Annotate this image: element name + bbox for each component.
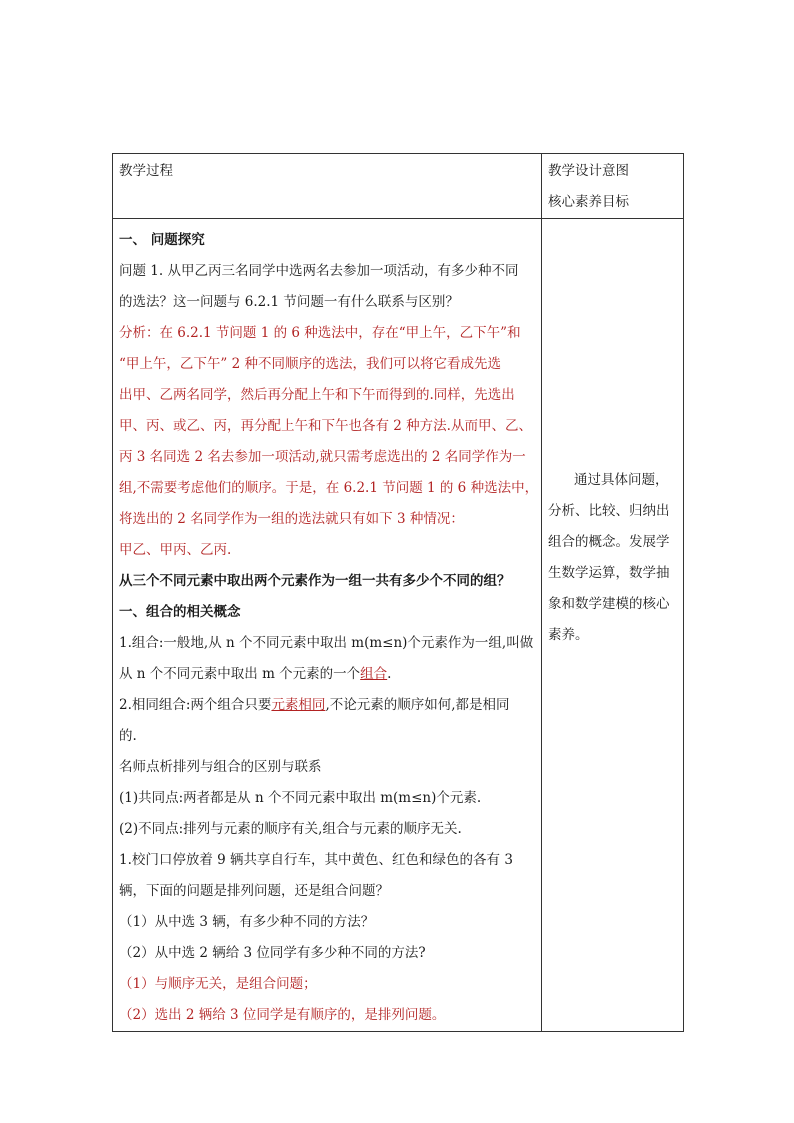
analysis-line-2: “甲上午，乙下午” 2 种不同顺序的选法，我们可以将它看成先选 xyxy=(119,356,501,372)
definition-2-rest: ,不论元素的顺序如何,都是相同 xyxy=(325,697,510,713)
example-1-line-2: 辆，下面的问题是排列问题，还是组合问题？ xyxy=(119,883,389,899)
example-1-line-1: 1.校门口停放着 9 辆共享自行车，其中黄色、红色和绿色的各有 3 xyxy=(119,852,513,868)
key-question: 从三个不同元素中取出两个元素作为一组一共有多少个不同的组？ xyxy=(119,573,511,589)
definition-1-text: 从 n 个不同元素中取出 m 个元素的一个 xyxy=(119,666,361,682)
definition-2-line-1 xyxy=(119,690,535,721)
analysis-line-1: 分析：在 6.2.1 节问题 1 的 6 种选法中，存在“甲上午，乙下午”和 xyxy=(119,325,521,341)
design-intent-text: 通过具体问题，分析、比较、归纳出组合的概念。发展学生数学运算，数学抽象和数学建模的核心素养。 xyxy=(548,472,670,643)
intent-cell xyxy=(542,219,684,1032)
header-right-label-2: 核心素养目标 xyxy=(548,194,629,210)
definition-2-term: 元素相同 xyxy=(271,697,326,713)
definition-1-line-2 xyxy=(119,659,535,690)
header-left-cell xyxy=(113,154,542,219)
content-row xyxy=(113,219,684,1032)
analysis-line-3: 出甲、乙两名同学，然后再分配上午和下午而得到的.同样，先选出 xyxy=(119,387,515,403)
definition-1-term: 组合 xyxy=(360,666,388,682)
example-1-answer-1: （1）与顺序无关，是组合问题； xyxy=(119,976,317,992)
header-right-label-1: 教学设计意图 xyxy=(548,163,629,179)
teacher-note-title: 名师点析排列与组合的区别与联系 xyxy=(119,759,322,775)
header-left-label: 教学过程 xyxy=(119,163,173,179)
example-1-question-2: （2）从中选 2 辆给 3 位同学有多少种不同的方法? xyxy=(119,945,426,961)
section-1-title: 一、 问题探究 xyxy=(119,232,205,248)
lesson-table xyxy=(112,153,684,1032)
analysis-line-6: 组,不需要考虑他们的顺序。于是，在 6.2.1 节问题 1 的 6 种选法中， xyxy=(119,480,539,496)
example-1-question-1: （1）从中选 3 辆，有多少种不同的方法？ xyxy=(119,914,375,930)
analysis-line-7: 将选出的 2 名同学作为一组的选法就只有如下 3 种情况： xyxy=(119,511,464,527)
similarity-point: (1)共同点:两者都是从 n 个不同元素中取出 m(m≤n)个元素. xyxy=(119,790,482,806)
question-1-line-1: 问题 1. 从甲乙丙三名同学中选两名去参加一项活动，有多少种不同 xyxy=(119,263,519,279)
example-1-answer-2: （2）选出 2 辆给 3 位同学是有顺序的，是排列问题。 xyxy=(119,1007,446,1023)
definition-1-end: . xyxy=(387,666,392,682)
process-cell xyxy=(113,219,542,1032)
difference-point: (2)不同点:排列与元素的顺序有关,组合与元素的顺序无关. xyxy=(119,821,462,837)
definition-2-line-2: 的. xyxy=(119,728,137,744)
header-row xyxy=(113,154,684,219)
question-1-line-2: 的选法？这一问题与 6.2.1 节问题一有什么联系与区别？ xyxy=(119,294,459,310)
definition-1-line-1: 1.组合:一般地,从 n 个不同元素中取出 m(m≤n)个元素作为一组,叫做 xyxy=(119,635,534,651)
header-right-cell xyxy=(542,154,684,219)
definition-2-text: 2.相同组合:两个组合只要 xyxy=(119,697,272,713)
analysis-line-4: 甲、丙、或乙、丙，再分配上午和下午也各有 2 种方法.从而甲、乙、 xyxy=(119,418,532,434)
section-2-title: 一、组合的相关概念 xyxy=(119,604,241,620)
analysis-line-5: 丙 3 名同选 2 名去参加一项活动,就只需考虑选出的 2 名同学作为一 xyxy=(119,449,526,465)
analysis-line-8: 甲乙、甲丙、乙丙. xyxy=(119,542,232,558)
